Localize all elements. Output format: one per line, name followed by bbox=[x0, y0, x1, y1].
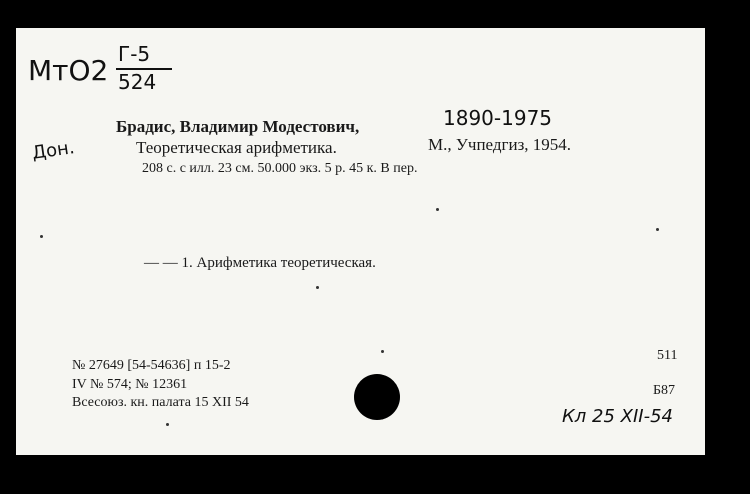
imprint: М., Учпедгиз, 1954. bbox=[428, 135, 572, 154]
classification-number: 511 bbox=[657, 348, 678, 363]
record-line-1: № 27649 [54-54636] п 15-2 bbox=[72, 358, 231, 373]
speck bbox=[40, 235, 43, 238]
record-line-2: IV № 574; № 12361 bbox=[72, 377, 188, 392]
author: Брадис, Владимир Модестович, bbox=[116, 117, 360, 136]
speck bbox=[381, 350, 384, 353]
title: Теоретическая арифметика. bbox=[136, 138, 337, 157]
speck bbox=[656, 228, 659, 231]
handwritten-bottom-note: Кл 25 ХII-54 bbox=[562, 406, 673, 427]
author-dates: 1890-1975 bbox=[443, 106, 553, 130]
shelfmark-prefix: МтО2 bbox=[28, 54, 109, 87]
catalog-card bbox=[16, 28, 705, 455]
speck bbox=[436, 208, 439, 211]
shelfmark-numerator: Г-5 bbox=[118, 42, 151, 66]
subject-heading: — — 1. Арифметика теоретическая. bbox=[144, 255, 376, 271]
shelfmark-denominator: 524 bbox=[118, 70, 157, 94]
record-line-3: Всесоюз. кн. палата 15 XII 54 bbox=[72, 395, 249, 410]
author-mark: Б87 bbox=[653, 383, 676, 398]
physical-description: 208 с. с илл. 23 см. 50.000 экз. 5 р. 45 к. В пер. bbox=[142, 161, 418, 176]
margin-note: Дон. bbox=[30, 137, 76, 164]
card-hole bbox=[354, 374, 400, 420]
speck bbox=[316, 286, 319, 289]
speck bbox=[166, 423, 169, 426]
